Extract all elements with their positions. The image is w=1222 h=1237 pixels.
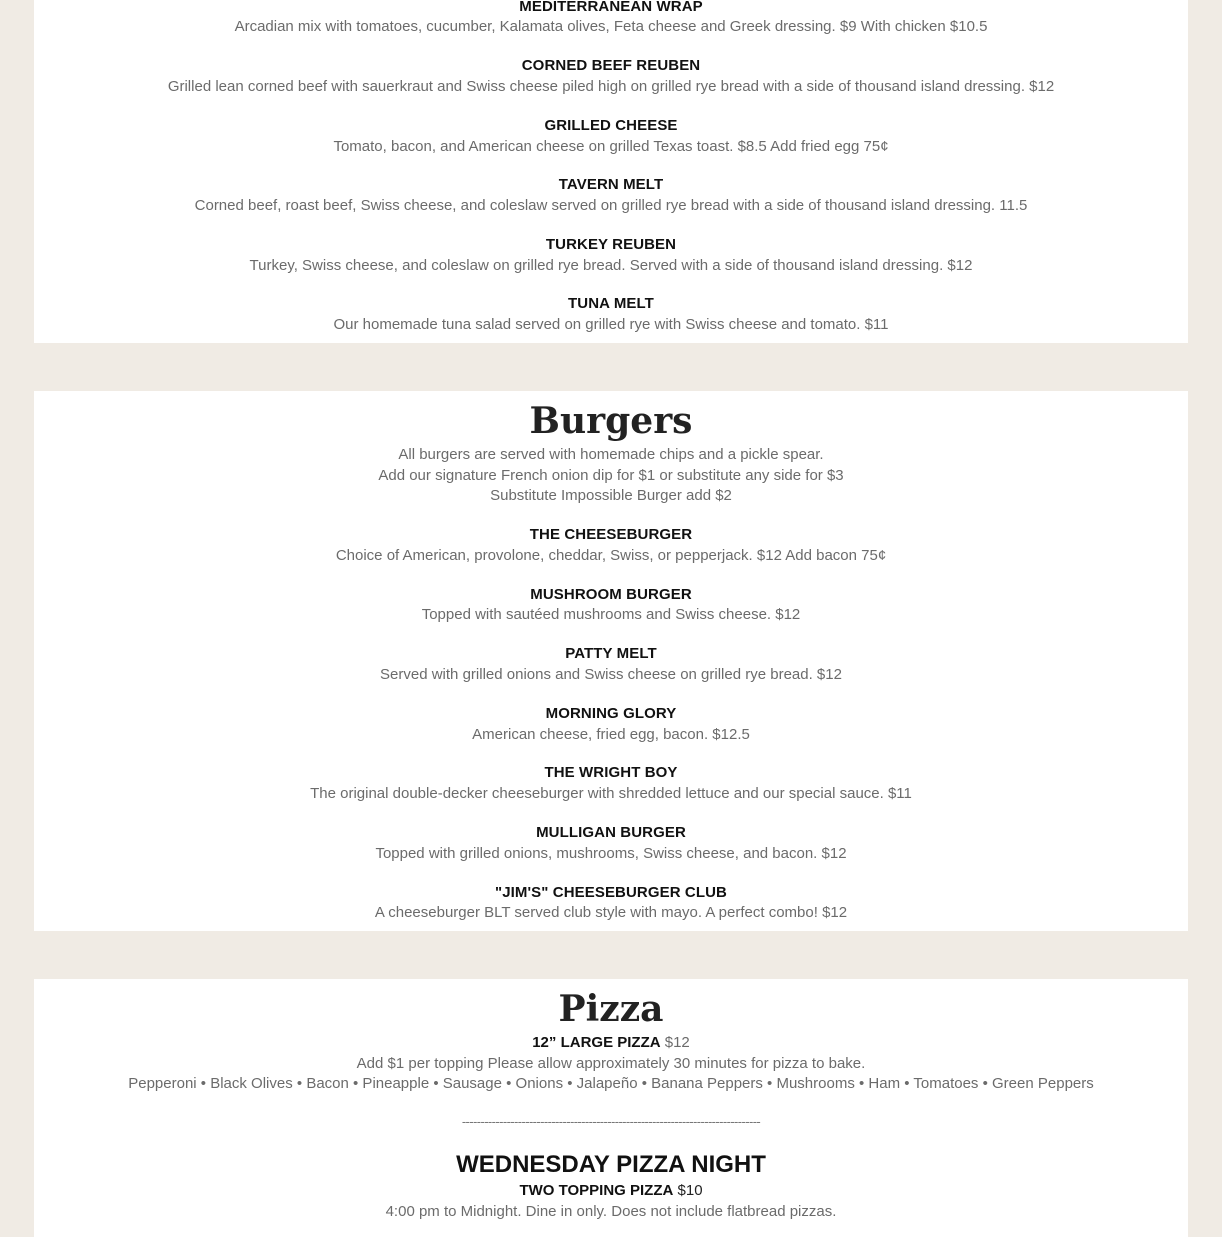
menu-item-name: TAVERN MELT bbox=[558, 176, 664, 193]
special-title: WEDNESDAY PIZZA NIGHT bbox=[456, 1151, 766, 1178]
section-intro-line: All burgers are served with homemade chips and a pickle spear. bbox=[398, 446, 824, 463]
menu-item-description: Topped with grilled onions, mushrooms, Swiss cheese, and bacon. $12 bbox=[375, 845, 847, 862]
menu-item-name: TURKEY REUBEN bbox=[545, 236, 677, 253]
sandwiches-section bbox=[34, 0, 1188, 343]
section-intro-line: Add our signature French onion dip for $1 or substitute any side for $3 bbox=[378, 467, 844, 484]
pizza-toppings-list: Pepperoni • Black Olives • Bacon • Pineapple • Sausage • Onions • Jalapeño • Banana Peppers • Mushrooms • Ham • Tomatoes • Green Peppers bbox=[128, 1075, 1094, 1092]
menu-item-name: THE WRIGHT BOY bbox=[544, 764, 678, 781]
divider: -------------------------------------------------------------------------------- bbox=[461, 1114, 761, 1129]
burgers-section bbox=[34, 391, 1188, 931]
menu-item-description: Served with grilled onions and Swiss cheese on grilled rye bread. $12 bbox=[380, 666, 842, 683]
menu-item-description: Turkey, Swiss cheese, and coleslaw on grilled rye bread. Served with a side of thousand island dressing. $12 bbox=[249, 257, 973, 274]
menu-item-description: Corned beef, roast beef, Swiss cheese, and coleslaw served on grilled rye bread with a side of thousand island dressing. 11.5 bbox=[194, 197, 1028, 214]
menu-item-name: MULLIGAN BURGER bbox=[536, 824, 686, 841]
menu-item-name: PATTY MELT bbox=[565, 645, 657, 662]
section-title: Pizza bbox=[558, 988, 664, 1030]
special-line bbox=[34, 1182, 1188, 1200]
menu-item-description: The original double-decker cheeseburger with shredded lettuce and our special sauce. $11 bbox=[310, 785, 912, 802]
menu-item-description: American cheese, fried egg, bacon. $12.5 bbox=[472, 726, 750, 743]
pizza-size-price: $12 bbox=[664, 1034, 690, 1051]
menu-item-description: Choice of American, provolone, cheddar, Swiss, or pepperjack. $12 Add bacon 75¢ bbox=[335, 547, 887, 564]
menu-item-name: "JIM'S" CHEESEBURGER CLUB bbox=[495, 884, 727, 901]
special-price: $10 bbox=[677, 1182, 703, 1199]
menu-item-name: MUSHROOM BURGER bbox=[530, 586, 692, 603]
menu-item-description: A cheeseburger BLT served club style with mayo. A perfect combo! $12 bbox=[374, 904, 848, 921]
pizza-topping-note: Add $1 per topping Please allow approximately 30 minutes for pizza to bake. bbox=[356, 1055, 866, 1072]
pizza-size-line bbox=[34, 1034, 1188, 1052]
menu-item-description: Grilled lean corned beef with sauerkraut and Swiss cheese piled high on grilled rye bread with a side of thousand island dressing. $12 bbox=[167, 78, 1055, 95]
menu-item-description: Our homemade tuna salad served on grilled rye with Swiss cheese and tomato. $11 bbox=[333, 316, 889, 333]
menu-item-name: TUNA MELT bbox=[568, 295, 654, 312]
menu-item-name: THE CHEESEBURGER bbox=[529, 526, 693, 543]
special-name: TWO TOPPING PIZZA bbox=[519, 1182, 674, 1199]
section-title: Burgers bbox=[529, 400, 693, 442]
special-note: 4:00 pm to Midnight. Dine in only. Does not include flatbread pizzas. bbox=[385, 1203, 837, 1220]
menu-item-description: Arcadian mix with tomatoes, cucumber, Kalamata olives, Feta cheese and Greek dressing. $9 With chicken $10.5 bbox=[234, 18, 988, 35]
menu-item-name: GRILLED CHEESE bbox=[544, 117, 678, 134]
menu-item-name: CORNED BEEF REUBEN bbox=[521, 57, 701, 74]
menu-item-name: MEDITERRANEAN WRAP bbox=[519, 0, 703, 15]
menu-item-name: MORNING GLORY bbox=[545, 705, 677, 722]
pizza-section bbox=[34, 979, 1188, 1237]
menu-item-description: Tomato, bacon, and American cheese on grilled Texas toast. $8.5 Add fried egg 75¢ bbox=[333, 138, 889, 155]
section-intro-line: Substitute Impossible Burger add $2 bbox=[490, 487, 732, 504]
pizza-size-name: 12” LARGE PIZZA bbox=[532, 1034, 661, 1051]
menu-item-description: Topped with sautéed mushrooms and Swiss cheese. $12 bbox=[421, 606, 801, 623]
